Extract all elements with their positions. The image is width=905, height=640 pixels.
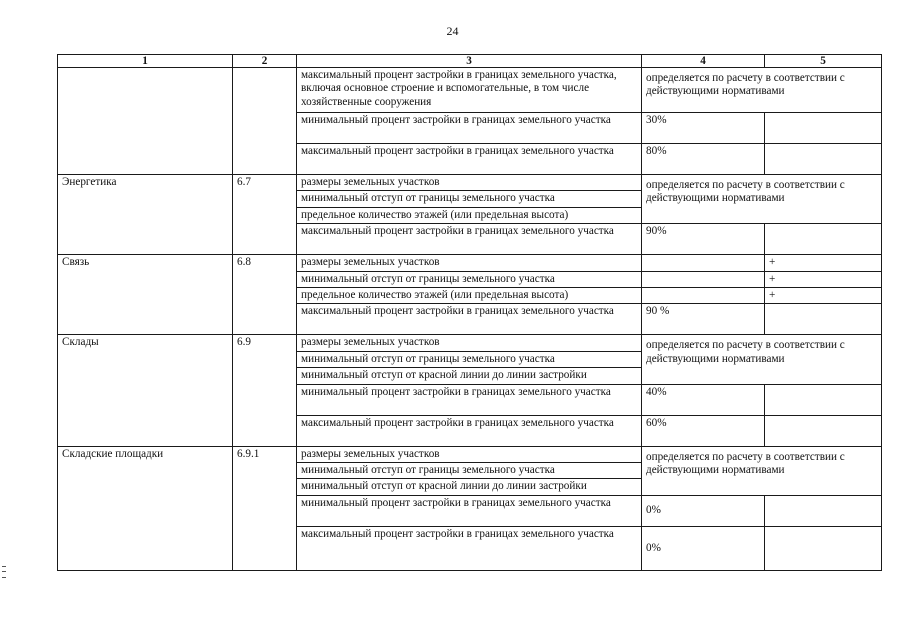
value-cell bbox=[642, 271, 765, 287]
table-row bbox=[58, 255, 882, 271]
value-cell: 60% bbox=[642, 415, 765, 446]
header-col-2: 2 bbox=[233, 55, 297, 68]
parameter-cell: максимальный процент застройки в границах земельного участка bbox=[297, 415, 642, 446]
parameter-cell: максимальный процент застройки в границах земельного участка bbox=[297, 144, 642, 175]
extra-cell bbox=[765, 526, 882, 570]
value-cell: 0% bbox=[642, 526, 765, 570]
value-cell: определяется по расчету в соответствии с действующими нормативами bbox=[642, 446, 882, 495]
parameter-cell: максимальный процент застройки в границах земельного участка bbox=[297, 304, 642, 335]
use-type-name: Энергетика bbox=[58, 175, 233, 255]
value-cell: 80% bbox=[642, 144, 765, 175]
extra-cell bbox=[765, 144, 882, 175]
parameter-cell: минимальный отступ от красной линии до линии застройки bbox=[297, 479, 642, 495]
use-type-name: Складские площадки bbox=[58, 446, 233, 570]
table-row bbox=[58, 175, 882, 191]
use-type-code: 6.8 bbox=[233, 255, 297, 335]
extra-cell bbox=[765, 224, 882, 255]
extra-cell bbox=[765, 304, 882, 335]
parameter-cell: минимальный процент застройки в границах земельного участка bbox=[297, 495, 642, 526]
page-number: 24 bbox=[446, 24, 459, 38]
table-row bbox=[58, 68, 882, 113]
parameter-cell: размеры земельных участков bbox=[297, 446, 642, 462]
plus-mark: + bbox=[765, 288, 882, 304]
value-cell: 90% bbox=[642, 224, 765, 255]
value-cell: определяется по расчету в соответствии с действующими нормативами bbox=[642, 175, 882, 224]
parameter-cell: максимальный процент застройки в границах земельного участка bbox=[297, 224, 642, 255]
scan-margin-mark bbox=[2, 566, 6, 578]
use-type-code bbox=[233, 68, 297, 175]
parameter-cell: минимальный отступ от границы земельного участка bbox=[297, 463, 642, 479]
value-cell: 30% bbox=[642, 113, 765, 144]
extra-cell bbox=[765, 495, 882, 526]
plus-mark: + bbox=[765, 255, 882, 271]
value-cell: 90 % bbox=[642, 304, 765, 335]
parameter-cell: минимальный отступ от границы земельного участка bbox=[297, 191, 642, 207]
value-cell: определяется по расчету в соответствии с действующими нормативами bbox=[642, 335, 882, 384]
header-col-3: 3 bbox=[297, 55, 642, 68]
use-type-code: 6.9 bbox=[233, 335, 297, 446]
parameter-cell: размеры земельных участков bbox=[297, 255, 642, 271]
header-col-1: 1 bbox=[58, 55, 233, 68]
parameter-cell: предельное количество этажей (или предельная высота) bbox=[297, 207, 642, 223]
use-type-code: 6.9.1 bbox=[233, 446, 297, 570]
value-cell bbox=[642, 288, 765, 304]
parameter-cell: максимальный процент застройки в границах земельного участка bbox=[297, 526, 642, 570]
table-row bbox=[58, 446, 882, 462]
value-cell: 40% bbox=[642, 384, 765, 415]
use-type-code: 6.7 bbox=[233, 175, 297, 255]
header-row bbox=[58, 55, 882, 68]
parameter-cell: минимальный отступ от границы земельного участка bbox=[297, 271, 642, 287]
parameter-cell: предельное количество этажей (или предельная высота) bbox=[297, 288, 642, 304]
table-row bbox=[58, 335, 882, 351]
header-col-4: 4 bbox=[642, 55, 765, 68]
extra-cell bbox=[765, 384, 882, 415]
value-cell: 0% bbox=[642, 495, 765, 526]
parameter-cell: минимальный процент застройки в границах земельного участка bbox=[297, 113, 642, 144]
parameter-cell: размеры земельных участков bbox=[297, 175, 642, 191]
value-cell bbox=[642, 255, 765, 271]
extra-cell bbox=[765, 113, 882, 144]
use-type-name bbox=[58, 68, 233, 175]
header-col-5: 5 bbox=[765, 55, 882, 68]
parameter-cell: минимальный отступ от границы земельного участка bbox=[297, 351, 642, 367]
use-type-name: Связь bbox=[58, 255, 233, 335]
parameter-cell: минимальный отступ от красной линии до линии застройки bbox=[297, 368, 642, 384]
plus-mark: + bbox=[765, 271, 882, 287]
extra-cell bbox=[765, 415, 882, 446]
use-type-name: Склады bbox=[58, 335, 233, 446]
parameter-cell: максимальный процент застройки в границах земельного участка, включая основное строение и вспомогательные, в том числе хозяйственные сооружения bbox=[297, 68, 642, 113]
regulations-table bbox=[57, 54, 882, 571]
value-cell: определяется по расчету в соответствии с действующими нормативами bbox=[642, 68, 882, 113]
parameter-cell: минимальный процент застройки в границах земельного участка bbox=[297, 384, 642, 415]
parameter-cell: размеры земельных участков bbox=[297, 335, 642, 351]
